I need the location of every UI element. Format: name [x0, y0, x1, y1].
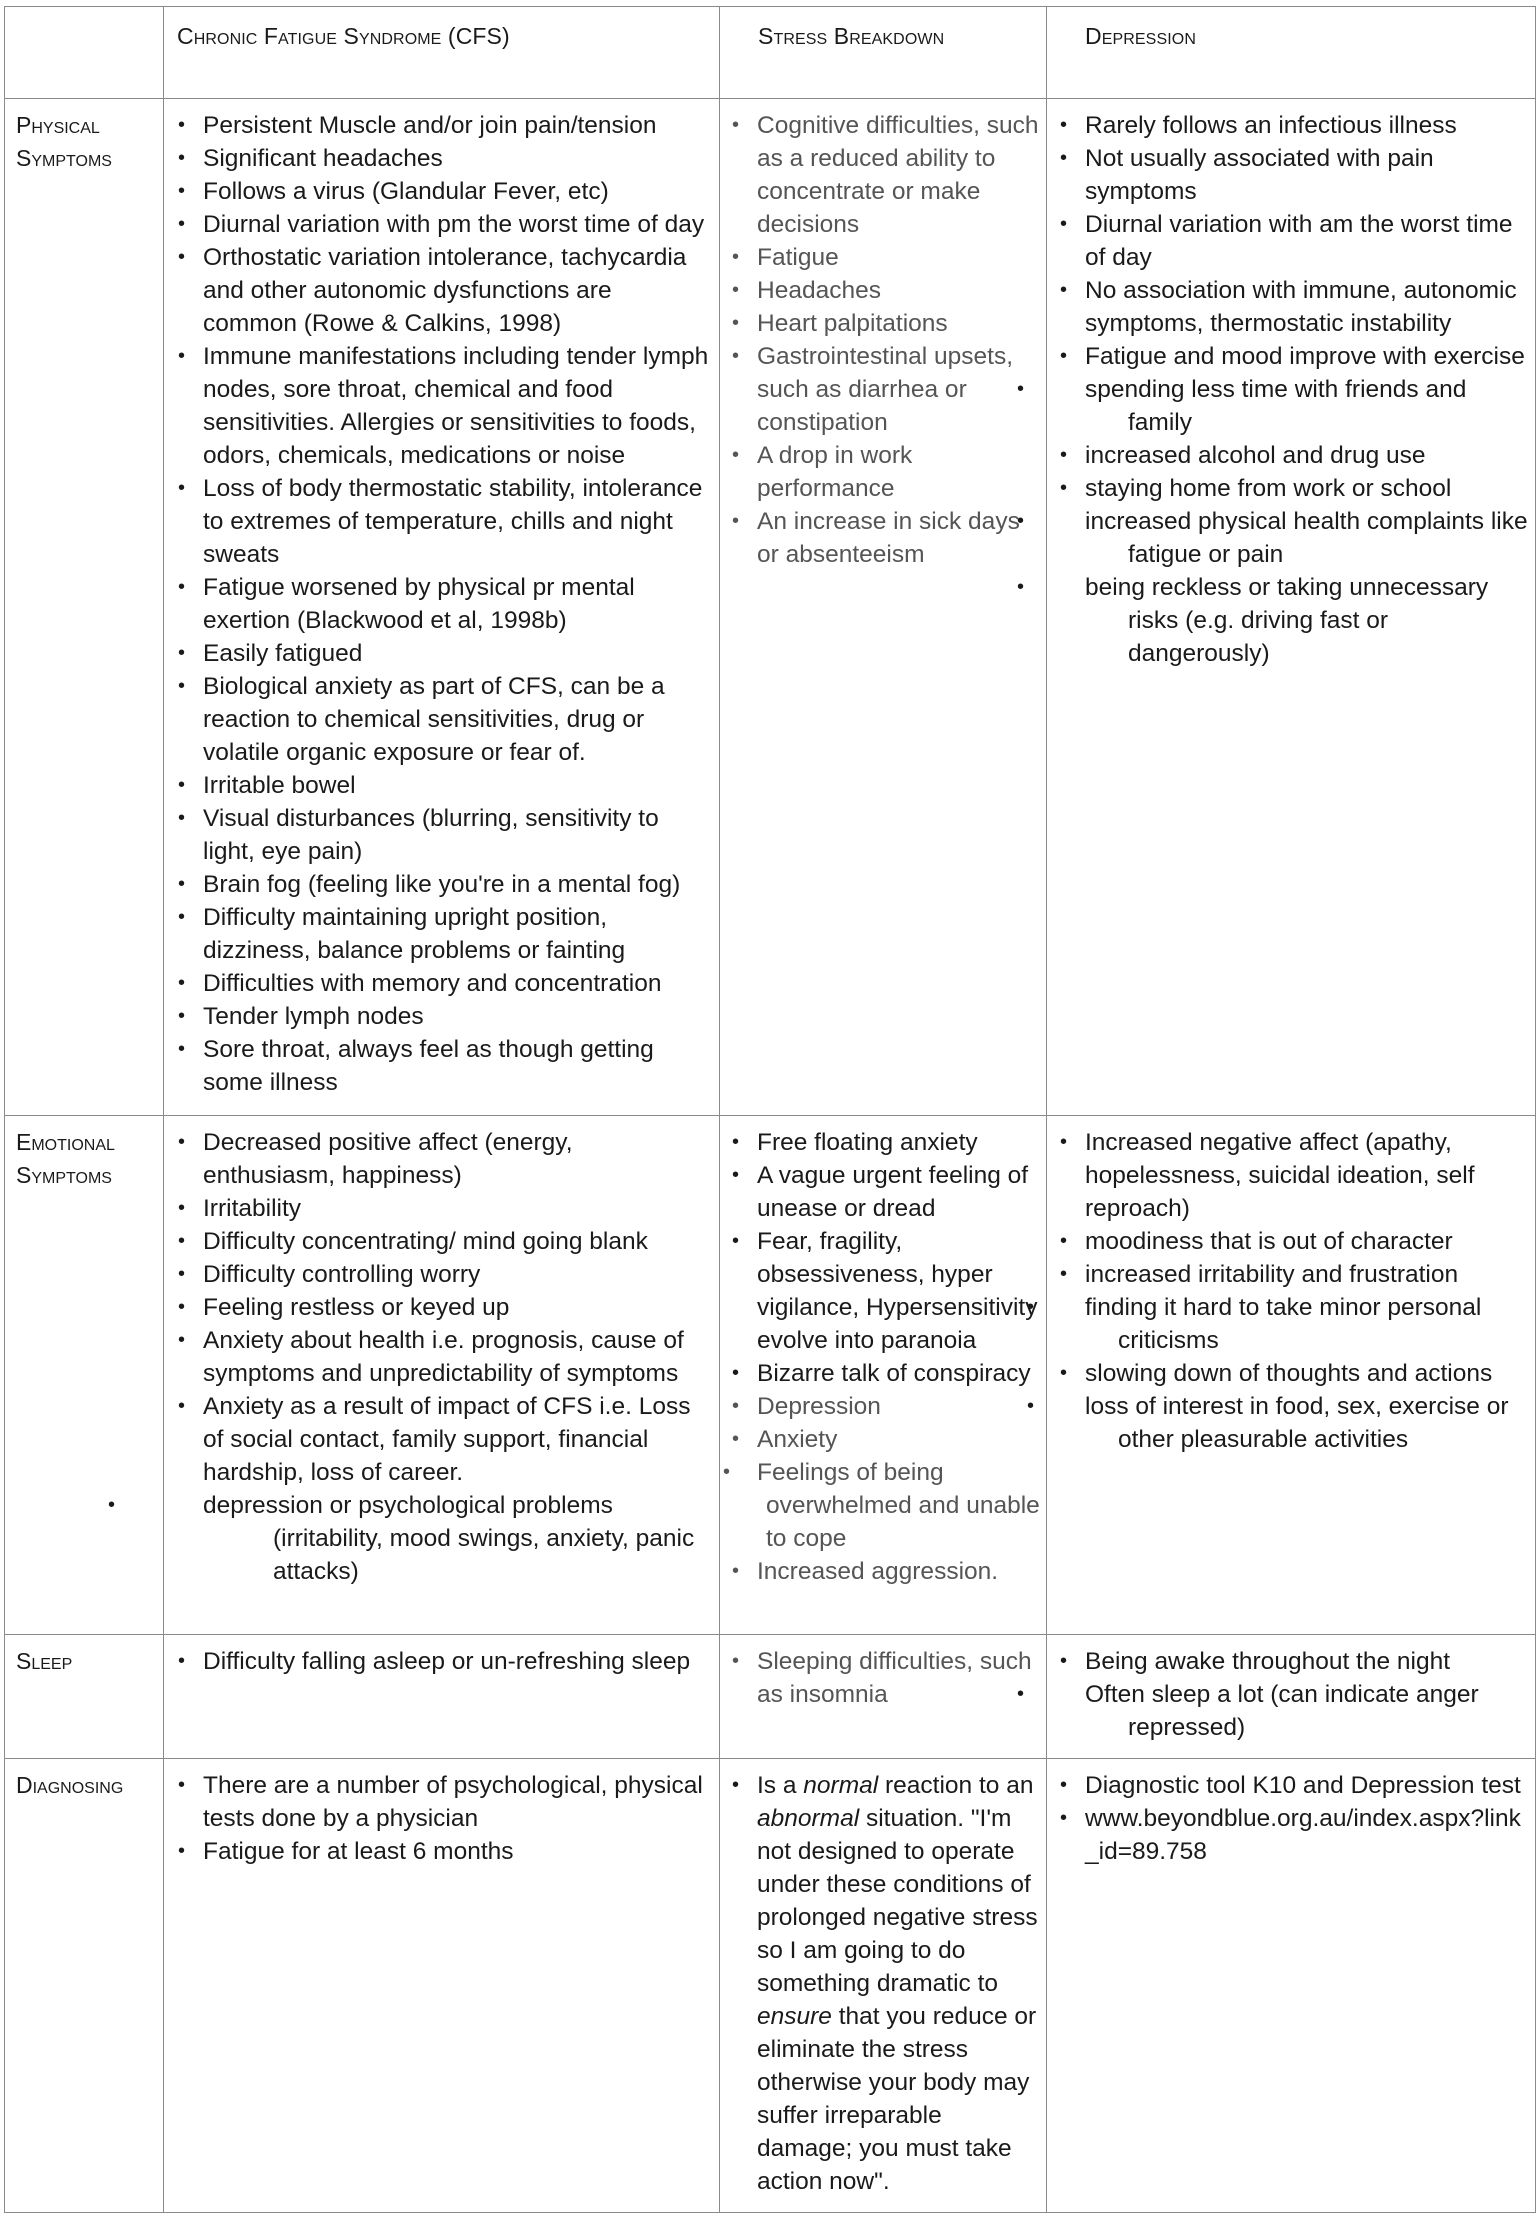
list-item: • A drop in work performance — [730, 439, 1040, 505]
emotional-cfs-cell — [164, 1116, 720, 1635]
list-item: • loss of interest in food, sex, exercise or other pleasurable activities — [1058, 1390, 1531, 1456]
comparison-table — [4, 6, 1536, 2213]
list-item: • Visual disturbances (blurring, sensitivity to light, eye pain) — [176, 802, 711, 868]
list-item: • Cognitive difficulties, such as a reduced ability to concentrate or make decisions — [730, 109, 1040, 241]
list-item: • There are a number of psychological, physical tests done by a physician — [176, 1769, 711, 1835]
physical-cfs-cell — [164, 99, 720, 1116]
row-label-line: Physical — [16, 112, 100, 138]
list-item: • Heart palpitations — [730, 307, 1040, 340]
list-item: • Fear, fragility, obsessiveness, hyper vigilance, Hypersensitivity evolve into paranoia — [730, 1225, 1040, 1357]
sleep-stress-cell — [720, 1635, 1047, 1759]
row-label-line: Symptoms — [16, 145, 112, 171]
list-item: • Bizarre talk of conspiracy — [730, 1357, 1040, 1390]
emotional-depression-cell — [1047, 1116, 1536, 1635]
list-item: • increased alcohol and drug use — [1058, 439, 1531, 472]
list-item: • An increase in sick days or absenteeism — [730, 505, 1040, 571]
list-item: • Tender lymph nodes — [176, 1000, 711, 1033]
text-run: reaction to an — [878, 1772, 1034, 1799]
list-item: • A vague urgent feeling of unease or dread — [730, 1159, 1040, 1225]
row-label-sleep: Sleep — [5, 1635, 164, 1759]
header-stress-breakdown: Stress Breakdown — [720, 7, 1047, 99]
list-item: • increased physical health complaints like fatigue or pain — [1058, 505, 1531, 571]
list-item: • No association with immune, autonomic symptoms, thermostatic instability — [1058, 274, 1531, 340]
list-item: • Difficulties with memory and concentration — [176, 967, 711, 1000]
list-item: • Orthostatic variation intolerance, tachycardia and other autonomic dysfunctions are common (Rowe & Calkins, 1998) — [176, 241, 711, 340]
emotional-symptoms-row — [5, 1116, 1536, 1635]
corner-cell — [5, 7, 164, 99]
diagnosing-stress-cell — [720, 1759, 1047, 2213]
row-label-diagnosing: Diagnosing — [5, 1759, 164, 2213]
list-item: • Sleeping difficulties, such as insomnia — [730, 1645, 1040, 1711]
text-run: that you reduce or eliminate the stress otherwise your body may suffer irreparable damage; you must take action now". — [757, 2003, 1037, 2195]
list-item: • Increased negative affect (apathy, hopelessness, suicidal ideation, self reproach) — [1058, 1126, 1531, 1225]
list-item: • Difficulty concentrating/ mind going blank — [176, 1225, 711, 1258]
row-label-line: Symptoms — [16, 1162, 112, 1188]
header-row — [5, 7, 1536, 99]
list-item: • Feelings of being overwhelmed and unable to cope — [730, 1456, 1040, 1555]
list-item: • Rarely follows an infectious illness — [1058, 109, 1531, 142]
list-item: • Difficulty controlling worry — [176, 1258, 711, 1291]
list-item: • spending less time with friends and family — [1058, 373, 1531, 439]
row-label-emotional-symptoms — [5, 1116, 164, 1635]
list-item: • Not usually associated with pain symptoms — [1058, 142, 1531, 208]
sleep-row — [5, 1635, 1536, 1759]
sleep-cfs-cell — [164, 1635, 720, 1759]
list-item: • increased irritability and frustration — [1058, 1258, 1531, 1291]
list-item: • Headaches — [730, 274, 1040, 307]
header-depression: Depression — [1047, 7, 1536, 99]
list-item: • Significant headaches — [176, 142, 711, 175]
diagnosing-cfs-cell — [164, 1759, 720, 2213]
list-item: • Difficulty falling asleep or un-refreshing sleep — [176, 1645, 711, 1678]
list-item: • moodiness that is out of character — [1058, 1225, 1531, 1258]
list-item: • Diagnostic tool K10 and Depression test — [1058, 1769, 1531, 1802]
list-item: • Irritable bowel — [176, 769, 711, 802]
list-item: • Often sleep a lot (can indicate anger repressed) — [1058, 1678, 1531, 1744]
row-label-line: Emotional — [16, 1129, 115, 1155]
emphasis-ensure: ensure — [757, 2003, 832, 2030]
list-item: • Easily fatigued — [176, 637, 711, 670]
list-item: • Anxiety — [730, 1423, 1040, 1456]
list-item: • Immune manifestations including tender lymph nodes, sore throat, chemical and food sensitivities. Allergies or sensitivities to foods, odors, chemicals, medications or noise — [176, 340, 711, 472]
list-item: • Free floating anxiety — [730, 1126, 1040, 1159]
list-item: • Feeling restless or keyed up — [176, 1291, 711, 1324]
list-item: • Fatigue — [730, 241, 1040, 274]
list-item — [730, 1769, 1040, 2198]
list-item: • Diurnal variation with pm the worst time of day — [176, 208, 711, 241]
list-item: • Anxiety as a result of impact of CFS i.e. Loss of social contact, family support, financial hardship, loss of career. — [176, 1390, 711, 1489]
list-item: • being reckless or taking unnecessary risks (e.g. driving fast or dangerously) — [1058, 571, 1531, 670]
physical-depression-cell — [1047, 99, 1536, 1116]
list-item: • Sore throat, always feel as though getting some illness — [176, 1033, 711, 1099]
list-item: • Gastrointestinal upsets, such as diarrhea or constipation — [730, 340, 1040, 439]
header-cfs: Chronic Fatigue Syndrome (CFS) — [164, 7, 720, 99]
list-item: • Biological anxiety as part of CFS, can be a reaction to chemical sensitivities, drug or volatile organic exposure or fear of. — [176, 670, 711, 769]
list-item: • Follows a virus (Glandular Fever, etc) — [176, 175, 711, 208]
list-item: • Depression — [730, 1390, 1040, 1423]
emotional-stress-cell — [720, 1116, 1047, 1635]
list-item: • Anxiety about health i.e. prognosis, cause of symptoms and unpredictability of symptoms — [176, 1324, 711, 1390]
list-item: • Fatigue and mood improve with exercise — [1058, 340, 1531, 373]
text-run: Is a — [757, 1772, 804, 1799]
list-item: • Loss of body thermostatic stability, intolerance to extremes of temperature, chills and night sweats — [176, 472, 711, 571]
emphasis-normal: normal — [803, 1772, 879, 1799]
text-run: situation. "I'm not designed to operate under these conditions of prolonged negative stress so I am going to do something dramatic to — [757, 1805, 1038, 1997]
list-item: • Difficulty maintaining upright position, dizziness, balance problems or fainting — [176, 901, 711, 967]
list-item: • Irritability — [176, 1192, 711, 1225]
list-item: • depression or psychological problems (irritability, mood swings, anxiety, panic attacks) — [176, 1489, 711, 1588]
list-item: • Fatigue worsened by physical pr mental exertion (Blackwood et al, 1998b) — [176, 571, 711, 637]
physical-stress-cell — [720, 99, 1047, 1116]
list-item: • Decreased positive affect (energy, enthusiasm, happiness) — [176, 1126, 711, 1192]
list-item: • finding it hard to take minor personal criticisms — [1058, 1291, 1531, 1357]
list-item: • Persistent Muscle and/or join pain/tension — [176, 109, 711, 142]
list-item: • Fatigue for at least 6 months — [176, 1835, 711, 1868]
list-item: • Brain fog (feeling like you're in a mental fog) — [176, 868, 711, 901]
row-label-physical-symptoms — [5, 99, 164, 1116]
diagnosing-depression-cell — [1047, 1759, 1536, 2213]
list-item: • staying home from work or school — [1058, 472, 1531, 505]
list-item: • Increased aggression. — [730, 1555, 1040, 1588]
list-item: • www.beyondblue.org.au/index.aspx?link_id=89.758 — [1058, 1802, 1531, 1868]
emphasis-abnormal: abnormal — [757, 1805, 860, 1832]
physical-symptoms-row — [5, 99, 1536, 1116]
diagnosing-row — [5, 1759, 1536, 2213]
list-item: • slowing down of thoughts and actions — [1058, 1357, 1531, 1390]
list-item: • Diurnal variation with am the worst time of day — [1058, 208, 1531, 274]
sleep-depression-cell — [1047, 1635, 1536, 1759]
list-item: • Being awake throughout the night — [1058, 1645, 1531, 1678]
